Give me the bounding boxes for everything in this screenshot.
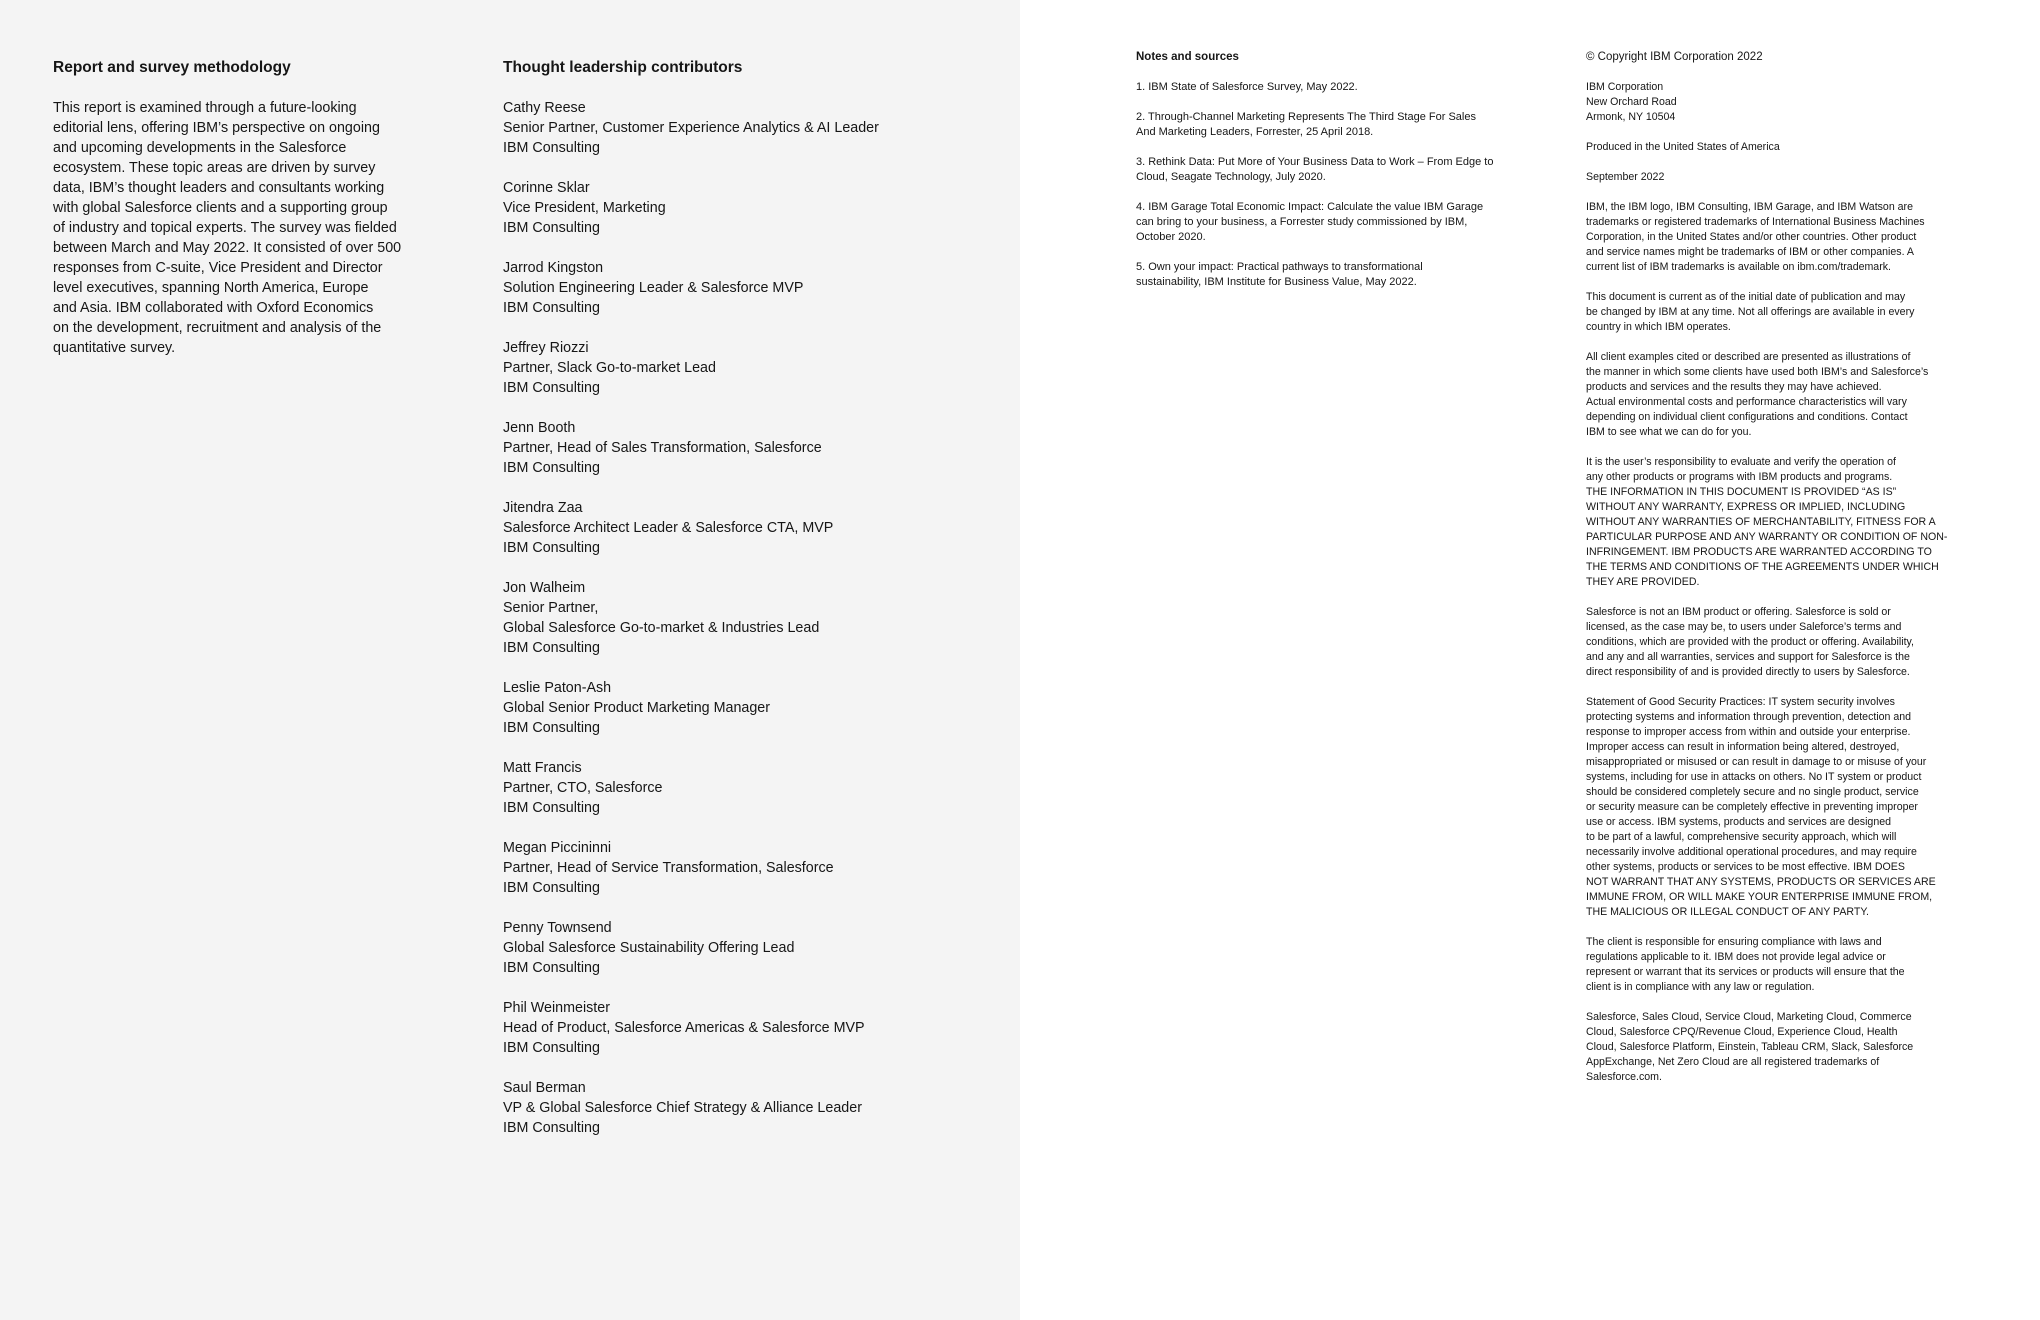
methodology-heading: Report and survey methodology bbox=[53, 59, 291, 76]
contributor-name: Megan Piccininni bbox=[503, 840, 612, 856]
contributor-title: VP & Global Salesforce Chief Strategy & Alliance Leader bbox=[503, 1100, 862, 1116]
contributor-name: Jenn Booth bbox=[503, 420, 576, 436]
contributor-title: Partner, Slack Go-to-market Lead bbox=[503, 360, 716, 376]
contributor-title: Partner, CTO, Salesforce bbox=[503, 780, 663, 796]
contributor-name: Corinne Sklar bbox=[503, 180, 590, 196]
legal-section bbox=[1586, 50, 1986, 1100]
contributor-title: Global Senior Product Marketing Manager bbox=[503, 700, 771, 716]
contributor-name: Cathy Reese bbox=[503, 100, 586, 116]
contributors-list bbox=[503, 98, 983, 1138]
legal-paragraph: The client is responsible for ensuring compliance with laws and regulations applicable to it. IBM does not provide legal advice or represent or warrant that its services or products will ensure that the client is in compliance with any law or regulation. bbox=[1586, 936, 1905, 993]
contributor-entry bbox=[503, 418, 983, 478]
contributor-title-line2: Global Salesforce Go-to-market & Industries Lead bbox=[503, 620, 820, 636]
legal-paragraph: IBM, the IBM logo, IBM Consulting, IBM Garage, and IBM Watson are trademarks or registered trademarks of International Business Machines Corporation, in the United States and/or other countries. Other product and service names might be trademarks of IBM or other companies. A current list of IBM trademarks is available on ibm.com/trademark. bbox=[1586, 201, 1925, 273]
contributor-entry bbox=[503, 178, 983, 238]
contributor-org: IBM Consulting bbox=[503, 300, 600, 316]
contributor-name: Jon Walheim bbox=[503, 580, 586, 596]
contributor-title: Global Salesforce Sustainability Offering Lead bbox=[503, 940, 795, 956]
contributor-entry bbox=[503, 998, 983, 1058]
legal-paragraph: All client examples cited or described are presented as illustrations of the manner in which some clients have used both IBM’s and Salesforce’s products and services and the results they may have achieved. Actual environmental costs and performance characteristics will vary depending on individual client configurations and conditions. Contact IBM to see what we can do for you. bbox=[1586, 351, 1929, 438]
produced-in-line: Produced in the United States of America bbox=[1586, 141, 1780, 153]
contributor-org: IBM Consulting bbox=[503, 1120, 600, 1136]
contributor-org: IBM Consulting bbox=[503, 380, 600, 396]
contributor-name: Jeffrey Riozzi bbox=[503, 340, 589, 356]
contributor-entry bbox=[503, 758, 983, 818]
contributor-name: Phil Weinmeister bbox=[503, 1000, 610, 1016]
contributor-title: Vice President, Marketing bbox=[503, 200, 666, 216]
note-item: 1. IBM State of Salesforce Survey, May 2022. bbox=[1136, 81, 1358, 93]
note-item: 2. Through-Channel Marketing Represents The Third Stage For Sales And Marketing Leaders, Forrester, 25 April 2018. bbox=[1136, 111, 1476, 138]
contributor-org: IBM Consulting bbox=[503, 960, 600, 976]
contributor-org: IBM Consulting bbox=[503, 1040, 600, 1056]
legal-paragraph: This document is current as of the initial date of publication and may be changed by IBM at any time. Not all offerings are available in every country in which IBM operates. bbox=[1586, 291, 1915, 333]
legal-paragraph: Salesforce, Sales Cloud, Service Cloud, Marketing Cloud, Commerce Cloud, Salesforce CPQ/Revenue Cloud, Experience Cloud, Health Cloud, Salesforce Platform, Einstein, Tableau CRM, Slack, Salesforce AppExchange, Net Zero Cloud are all registered trademarks of Salesforce.com. bbox=[1586, 1011, 1914, 1083]
contributor-title: Partner, Head of Service Transformation, Salesforce bbox=[503, 860, 834, 876]
contributor-org: IBM Consulting bbox=[503, 140, 600, 156]
contributor-org: IBM Consulting bbox=[503, 460, 600, 476]
methodology-body: This report is examined through a future-looking editorial lens, offering IBM’s perspective on ongoing and upcoming developments in the Salesforce ecosystem. These topic areas are driven by survey data, IBM’s thought leaders and consultants working with global Salesforce clients and a supporting group of industry and topical experts. The survey was fielded between March and May 2022. It consisted of over 500 responses from C-suite, Vice President and Director level executives, spanning North America, Europe and Asia. IBM collaborated with Oxford Economics on the development, recruitment and analysis of the quantitative survey. bbox=[53, 100, 402, 356]
contributor-org: IBM Consulting bbox=[503, 800, 600, 816]
contributor-name: Matt Francis bbox=[503, 760, 582, 776]
contributor-org: IBM Consulting bbox=[503, 220, 600, 236]
contributor-name: Penny Townsend bbox=[503, 920, 612, 936]
contributor-entry bbox=[503, 258, 983, 318]
publication-date: September 2022 bbox=[1586, 171, 1665, 183]
contributor-entry bbox=[503, 98, 983, 158]
contributor-entry bbox=[503, 678, 983, 738]
contributor-name: Leslie Paton-Ash bbox=[503, 680, 612, 696]
contributor-name: Jarrod Kingston bbox=[503, 260, 604, 276]
contributor-entry bbox=[503, 338, 983, 398]
contributors-section bbox=[503, 58, 983, 1158]
contributor-entry bbox=[503, 498, 983, 558]
contributor-entry bbox=[503, 918, 983, 978]
legal-paragraph: Salesforce is not an IBM product or offering. Salesforce is sold or licensed, as the case may be, to users under Saleforce’s terms and conditions, which are provided with the product or offering. Availability, and any and all warranties, services and support for Salesforce is the direct responsibility of and is provided directly to users by Salesforce. bbox=[1586, 606, 1915, 678]
contributor-entry bbox=[503, 1078, 983, 1138]
contributor-org: IBM Consulting bbox=[503, 540, 600, 556]
contributor-title: Senior Partner, Customer Experience Analytics & AI Leader bbox=[503, 120, 879, 136]
notes-heading: Notes and sources bbox=[1136, 51, 1239, 63]
copyright-line: © Copyright IBM Corporation 2022 bbox=[1586, 51, 1763, 63]
note-item: 5. Own your impact: Practical pathways to transformational sustainability, IBM Institute for Business Value, May 2022. bbox=[1136, 261, 1423, 288]
contributor-name: Jitendra Zaa bbox=[503, 500, 583, 516]
contributor-entry bbox=[503, 838, 983, 898]
contributor-title: Solution Engineering Leader & Salesforce MVP bbox=[503, 280, 804, 296]
contributor-org: IBM Consulting bbox=[503, 720, 600, 736]
legal-paragraph: It is the user’s responsibility to evaluate and verify the operation of any other products or programs with IBM products and programs. THE INFORMATION IN THIS DOCUMENT IS PROVIDED “AS IS” WITHOUT ANY WARRANTY, EXPRESS OR IMPLIED, INCLUDING WITHOUT ANY WARRANTIES OF MERCHANTABILITY, FITNESS FOR A PARTICULAR PURPOSE AND ANY WARRANTY OR CONDITION OF NON- INFRINGEMENT. IBM PRODUCTS ARE WARRANTED ACCORDING TO THE TERMS AND CONDITIONS OF THE AGREEMENTS UNDER WHICH THEY ARE PROVIDED. bbox=[1586, 456, 1948, 588]
contributor-org: IBM Consulting bbox=[503, 880, 600, 896]
notes-list bbox=[1136, 80, 1516, 290]
corporate-address: IBM Corporation New Orchard Road Armonk, NY 10504 bbox=[1586, 81, 1677, 123]
methodology-section bbox=[53, 58, 453, 358]
contributor-title: Salesforce Architect Leader & Salesforce CTA, MVP bbox=[503, 520, 834, 536]
legal-paragraph: Statement of Good Security Practices: IT system security involves protecting systems and information through prevention, detection and response to improper access from within and outside your enterprise. Improper access can result in information being altered, destroyed, misappropriated or misused or can result in damage to or misuse of your systems, including for use in attacks on others. No IT system or product should be considered completely secure and no single product, service or security measure can be completely effective in preventing improper use or access. IBM systems, products and services are designed to be part of a lawful, comprehensive security approach, which will necessarily involve additional operational procedures, and may require other systems, products or services to be most effective. IBM DOES NOT WARRANT THAT ANY SYSTEMS, PRODUCTS OR SERVICES ARE IMMUNE FROM, OR WILL MAKE YOUR ENTERPRISE IMMUNE FROM, THE MALICIOUS OR ILLEGAL CONDUCT OF ANY PARTY. bbox=[1586, 696, 1936, 918]
contributor-title: Head of Product, Salesforce Americas & Salesforce MVP bbox=[503, 1020, 865, 1036]
contributor-entry bbox=[503, 578, 983, 658]
contributor-org: IBM Consulting bbox=[503, 640, 600, 656]
notes-section bbox=[1136, 50, 1516, 305]
contributor-title: Partner, Head of Sales Transformation, Salesforce bbox=[503, 440, 822, 456]
note-item: 4. IBM Garage Total Economic Impact: Calculate the value IBM Garage can bring to your business, a Forrester study commissioned by IBM, October 2020. bbox=[1136, 201, 1484, 243]
contributor-title: Senior Partner, bbox=[503, 600, 599, 616]
contributor-name: Saul Berman bbox=[503, 1080, 586, 1096]
contributors-heading: Thought leadership contributors bbox=[503, 59, 743, 76]
note-item: 3. Rethink Data: Put More of Your Business Data to Work – From Edge to Cloud, Seagate Technology, July 2020. bbox=[1136, 156, 1494, 183]
